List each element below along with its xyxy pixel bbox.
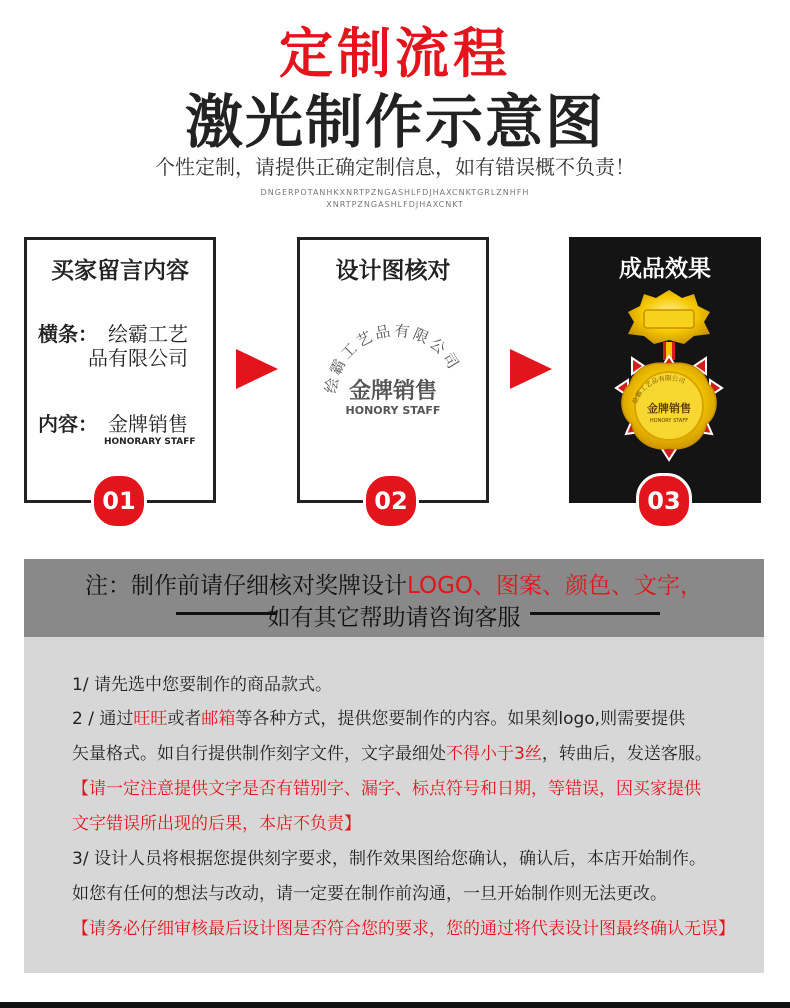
title-laser-diagram: 激光制作示意图 [184,88,605,156]
note-prefix: 注：制作前请仔细核对奖牌设计 [84,573,407,599]
arrow-right-icon [236,349,278,389]
medal-icon [594,284,744,474]
decorative-letters-line2: XNRTPZNGASHLFDJHAXCNKT [326,200,464,209]
content-english: HONORARY STAFF [104,437,196,447]
instruction-text: 等各种方式，提供您要制作的内容。如果刻logo,则需要提供 [235,709,686,729]
medal-arc-text: 绘霸工艺品有限公司 [630,374,687,405]
step-design-check [297,237,489,503]
instruction-4: 3/ 设计人员将根据您提供刻字要求，制作效果图给您确认，确认后，本店开始制作。 [72,849,706,869]
bottom-bar [0,1002,790,1008]
instructions-panel [24,637,764,973]
warning-line-1: 【请一定注意提供文字是否有错别字、漏字、标点符号和日期，等错误，因买家提供 [72,779,701,799]
step-title: 成品效果 [619,256,711,282]
step-number-badge: 03 [636,473,692,529]
instruction-text: 2 / 通过 [72,709,134,729]
wangwang-highlight: 旺旺 [133,709,168,729]
arrow-right-icon [510,349,552,389]
subtitle-disclaimer: 个性定制，请提供正确定制信息，如有错误概不负责！ [155,155,635,179]
instruction-2 [72,707,685,731]
medal-main-text: 金牌销售 [647,402,691,415]
email-highlight: 邮箱 [201,709,236,729]
step-number-badge: 02 [363,473,419,529]
step-title: 设计图核对 [335,258,451,284]
instruction-1: 1/ 请先选中您要制作的商品款式。 [72,675,332,695]
instruction-3 [72,742,712,766]
warning-line-2: 文字错误所出现的后果，本店不负责】 [72,814,361,834]
instruction-text: 或者 [167,709,202,729]
design-english-text: HONORY STAFF [345,404,441,417]
warning-line-3: 【请务必仔细审核最后设计图是否符合您的要求，您的通过将代表设计图最终确认无误】 [72,919,735,939]
banner-label: 横条： [38,322,98,346]
note-highlight: LOGO、图案、颜色、文字， [406,573,704,599]
instruction-5: 如您有任何的想法与改动，请一定要在制作前沟通，一旦开始制作则无法更改。 [72,884,667,904]
title-custom-process: 定制流程 [279,22,511,85]
decorative-letters-line1: DNGERPOTANHKXNRTPZNGASHLFDJHAXCNKTGRLZNHFH [260,188,530,197]
instruction-text: 矢量格式。如自行提供制作刻字文件，文字最细处 [72,744,446,764]
note-line-1 [24,567,764,600]
banner-value-line2: 品有限公司 [88,346,188,370]
note-line-2: 如有其它帮助请咨询客服 [267,605,521,631]
design-main-text: 金牌销售 [348,379,437,404]
instruction-text: ，转曲后，发送客服。 [541,744,712,764]
step-finished-product [569,237,761,503]
content-value: 金牌销售 [108,412,188,436]
divider-line-right [530,612,660,615]
banner-value-line1: 绘霸工艺 [108,322,188,346]
step-number-badge: 01 [91,473,147,529]
content-label: 内容： [38,412,98,436]
step-title: 买家留言内容 [51,258,189,284]
min-width-highlight: 不得小于3丝 [446,744,542,764]
medal-english-text: HONORY STAFF [649,418,689,424]
note-banner [24,559,764,637]
arc-company-text: 绘霸工艺品有限公司 [321,321,464,395]
step-buyer-message [24,237,216,503]
